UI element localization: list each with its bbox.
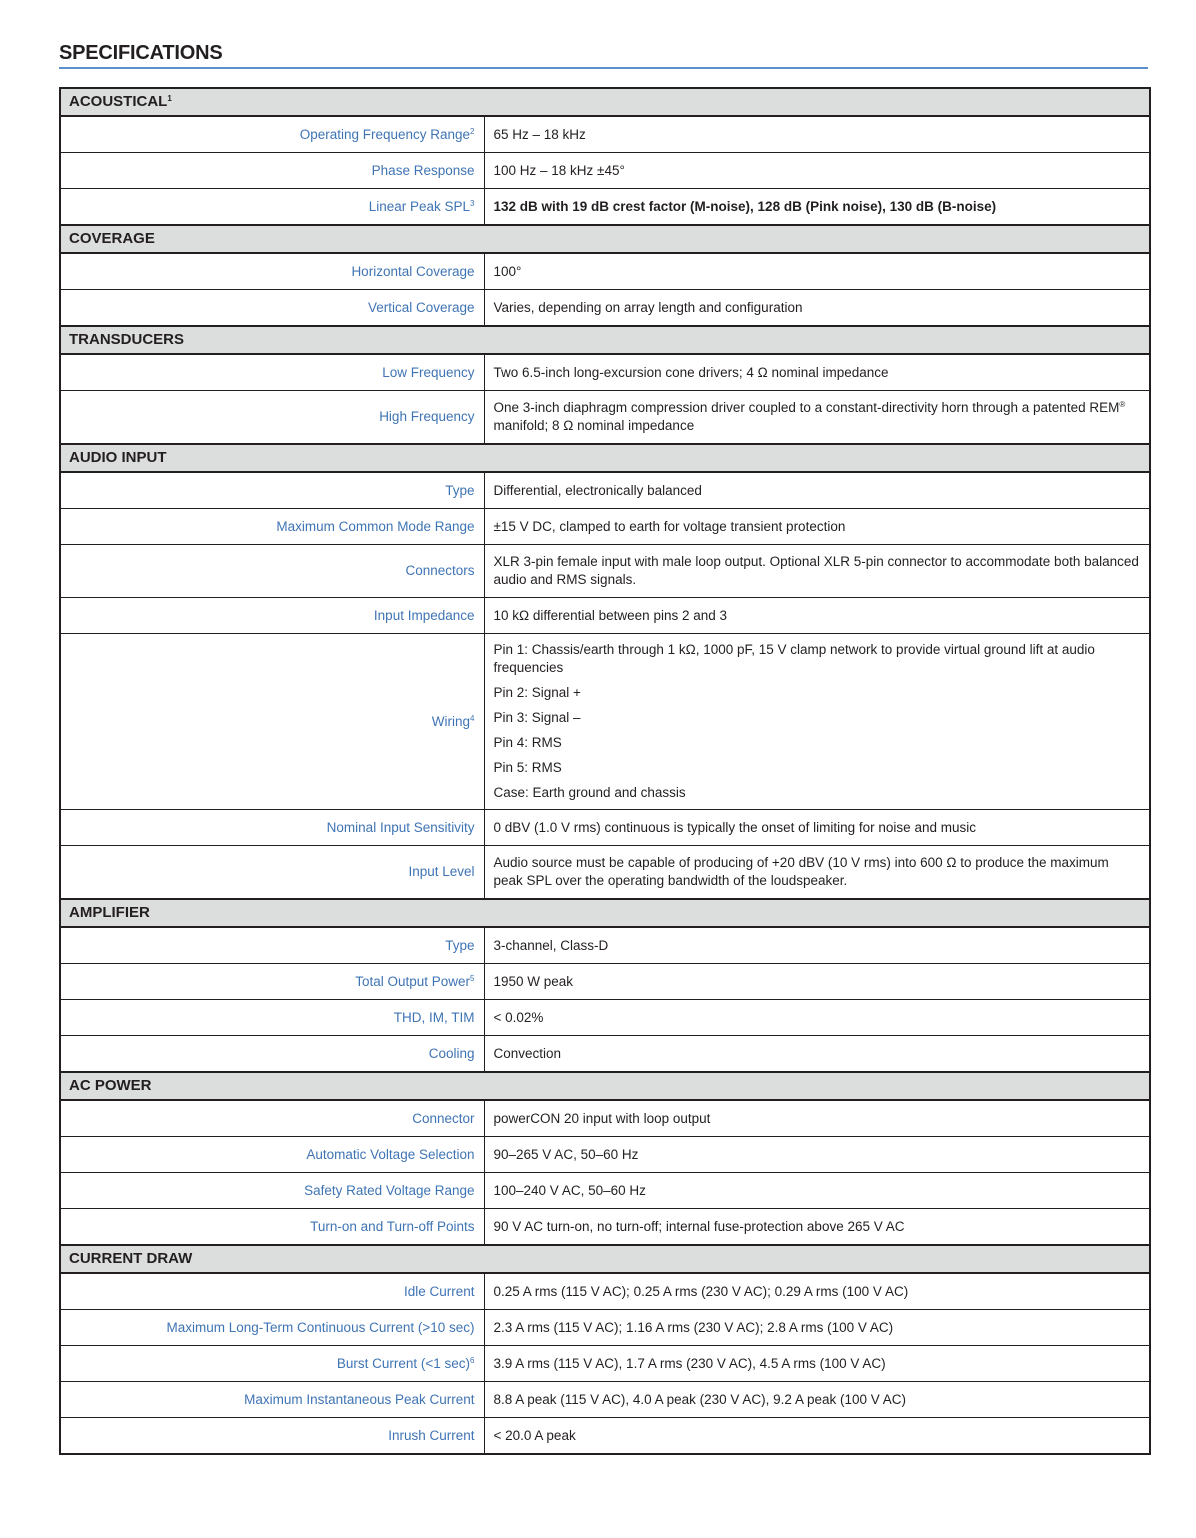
spec-label: Idle Current <box>60 1273 484 1310</box>
spec-value: XLR 3-pin female input with male loop output. Optional XLR 5-pin connector to accommodate both balanced audio and RMS signals. <box>484 545 1150 598</box>
spec-row <box>60 509 1150 545</box>
spec-label: Connectors <box>60 545 484 598</box>
spec-label: Inrush Current <box>60 1418 484 1455</box>
spec-row <box>60 1310 1150 1346</box>
spec-value <box>484 391 1150 445</box>
section-title: CURRENT DRAW <box>60 1245 1150 1273</box>
spec-label <box>60 1346 484 1382</box>
spec-value: 10 kΩ differential between pins 2 and 3 <box>484 598 1150 634</box>
registered-mark: ® <box>1119 400 1126 409</box>
spec-row <box>60 1382 1150 1418</box>
spec-value-text: One 3-inch diaphragm compression driver coupled to a constant-directivity horn through a patented REM <box>493 400 1120 415</box>
spec-row <box>60 153 1150 189</box>
spec-label: Maximum Long-Term Continuous Current (>10 sec) <box>60 1310 484 1346</box>
spec-row <box>60 598 1150 634</box>
section-header-ac-power <box>60 1072 1150 1100</box>
spec-row <box>60 1346 1150 1382</box>
spec-label: Phase Response <box>60 153 484 189</box>
footnote-marker: 4 <box>470 713 475 723</box>
section-header-acoustical <box>60 88 1150 116</box>
spec-row <box>60 116 1150 153</box>
spec-label: High Frequency <box>60 391 484 445</box>
spec-value: Varies, depending on array length and configuration <box>484 290 1150 327</box>
section-title: TRANSDUCERS <box>60 326 1150 354</box>
spec-value: Audio source must be capable of producing of +20 dBV (10 V rms) into 600 Ω to produce the maximum peak SPL over the operating bandwidth of the loudspeaker. <box>484 846 1150 900</box>
section-title: AC POWER <box>60 1072 1150 1100</box>
section-title: AMPLIFIER <box>60 899 1150 927</box>
section-header-audio-input <box>60 444 1150 472</box>
section-header-current-draw <box>60 1245 1150 1273</box>
spec-label <box>60 116 484 153</box>
spec-row <box>60 391 1150 445</box>
wiring-line: Pin 5: RMS <box>493 760 562 775</box>
spec-value: < 20.0 A peak <box>484 1418 1150 1455</box>
spec-label: Automatic Voltage Selection <box>60 1137 484 1173</box>
spec-label: Turn-on and Turn-off Points <box>60 1209 484 1246</box>
spec-row <box>60 927 1150 964</box>
spec-row <box>60 1000 1150 1036</box>
spec-value: powerCON 20 input with loop output <box>484 1100 1150 1137</box>
spec-row-wiring <box>60 634 1150 810</box>
spec-row <box>60 189 1150 226</box>
wiring-line: Pin 2: Signal + <box>493 685 581 700</box>
spec-value: Two 6.5-inch long-excursion cone drivers; 4 Ω nominal impedance <box>484 354 1150 391</box>
footnote-marker: 6 <box>470 1355 475 1365</box>
section-title: COVERAGE <box>60 225 1150 253</box>
spec-label: Type <box>60 927 484 964</box>
spec-label-text: Operating Frequency Range <box>299 126 471 142</box>
spec-value: Convection <box>484 1036 1150 1073</box>
spec-row <box>60 545 1150 598</box>
spec-value: 1950 W peak <box>484 964 1150 1000</box>
spec-label: Input Impedance <box>60 598 484 634</box>
spec-label: Connector <box>60 1100 484 1137</box>
title-divider <box>59 67 1148 69</box>
spec-row <box>60 1137 1150 1173</box>
spec-value: 100–240 V AC, 50–60 Hz <box>484 1173 1150 1209</box>
spec-value: 90 V AC turn-on, no turn-off; internal fuse-protection above 265 V AC <box>484 1209 1150 1246</box>
section-title-text: ACOUSTICAL <box>69 93 168 110</box>
spec-label-text: Wiring <box>431 713 471 729</box>
spec-value: 0 dBV (1.0 V rms) continuous is typically the onset of limiting for noise and music <box>484 810 1150 846</box>
spec-row <box>60 1173 1150 1209</box>
spec-row <box>60 1036 1150 1073</box>
spec-value: Differential, electronically balanced <box>484 472 1150 509</box>
spec-value: < 0.02% <box>484 1000 1150 1036</box>
spec-value: 3.9 A rms (115 V AC), 1.7 A rms (230 V AC), 4.5 A rms (100 V AC) <box>484 1346 1150 1382</box>
spec-row <box>60 810 1150 846</box>
spec-value <box>484 634 1150 810</box>
spec-row <box>60 1273 1150 1310</box>
spec-label: Input Level <box>60 846 484 900</box>
footnote-marker: 3 <box>470 198 475 208</box>
section-header-coverage <box>60 225 1150 253</box>
footnote-marker: 5 <box>470 973 475 983</box>
spec-row <box>60 253 1150 290</box>
section-title: AUDIO INPUT <box>60 444 1150 472</box>
wiring-line: Case: Earth ground and chassis <box>493 785 686 800</box>
spec-value: 8.8 A peak (115 V AC), 4.0 A peak (230 V AC), 9.2 A peak (100 V AC) <box>484 1382 1150 1418</box>
section-title <box>60 88 1150 116</box>
spec-value: ±15 V DC, clamped to earth for voltage transient protection <box>484 509 1150 545</box>
spec-label-text: Total Output Power <box>355 973 471 989</box>
spec-value: 132 dB with 19 dB crest factor (M-noise), 128 dB (Pink noise), 130 dB (B-noise) <box>484 189 1150 226</box>
wiring-line: Pin 1: Chassis/earth through 1 kΩ, 1000 pF, 15 V clamp network to provide virtual ground lift at audio frequencies <box>493 642 1095 675</box>
spec-value: 100 Hz – 18 kHz ±45° <box>484 153 1150 189</box>
spec-label: Vertical Coverage <box>60 290 484 327</box>
spec-row <box>60 1100 1150 1137</box>
spec-row <box>60 846 1150 900</box>
spec-label: Horizontal Coverage <box>60 253 484 290</box>
spec-label-text: Linear Peak SPL <box>368 198 471 214</box>
spec-label: Type <box>60 472 484 509</box>
spec-value: 2.3 A rms (115 V AC); 1.16 A rms (230 V AC); 2.8 A rms (100 V AC) <box>484 1310 1150 1346</box>
spec-value: 100° <box>484 253 1150 290</box>
specifications-table <box>59 87 1151 1455</box>
spec-value: 0.25 A rms (115 V AC); 0.25 A rms (230 V AC); 0.29 A rms (100 V AC) <box>484 1273 1150 1310</box>
spec-label <box>60 634 484 810</box>
spec-label-text: Burst Current (<1 sec) <box>336 1355 471 1371</box>
section-header-amplifier <box>60 899 1150 927</box>
spec-label <box>60 189 484 226</box>
spec-label: Maximum Instantaneous Peak Current <box>60 1382 484 1418</box>
spec-label: Low Frequency <box>60 354 484 391</box>
spec-value: 65 Hz – 18 kHz <box>484 116 1150 153</box>
spec-value: 3-channel, Class-D <box>484 927 1150 964</box>
spec-label: Nominal Input Sensitivity <box>60 810 484 846</box>
spec-row <box>60 964 1150 1000</box>
spec-label: Safety Rated Voltage Range <box>60 1173 484 1209</box>
footnote-marker: 2 <box>470 126 475 136</box>
spec-row <box>60 290 1150 327</box>
spec-row <box>60 472 1150 509</box>
section-header-transducers <box>60 326 1150 354</box>
wiring-line: Pin 4: RMS <box>493 735 562 750</box>
spec-value: 90–265 V AC, 50–60 Hz <box>484 1137 1150 1173</box>
spec-label: THD, IM, TIM <box>60 1000 484 1036</box>
spec-row <box>60 354 1150 391</box>
spec-value-text: manifold; 8 Ω nominal impedance <box>493 418 695 433</box>
spec-label: Maximum Common Mode Range <box>60 509 484 545</box>
footnote-marker: 1 <box>167 94 172 103</box>
spec-row <box>60 1418 1150 1455</box>
spec-label <box>60 964 484 1000</box>
wiring-line: Pin 3: Signal – <box>493 710 581 725</box>
page-title: SPECIFICATIONS <box>59 42 223 64</box>
spec-row <box>60 1209 1150 1246</box>
spec-label: Cooling <box>60 1036 484 1073</box>
